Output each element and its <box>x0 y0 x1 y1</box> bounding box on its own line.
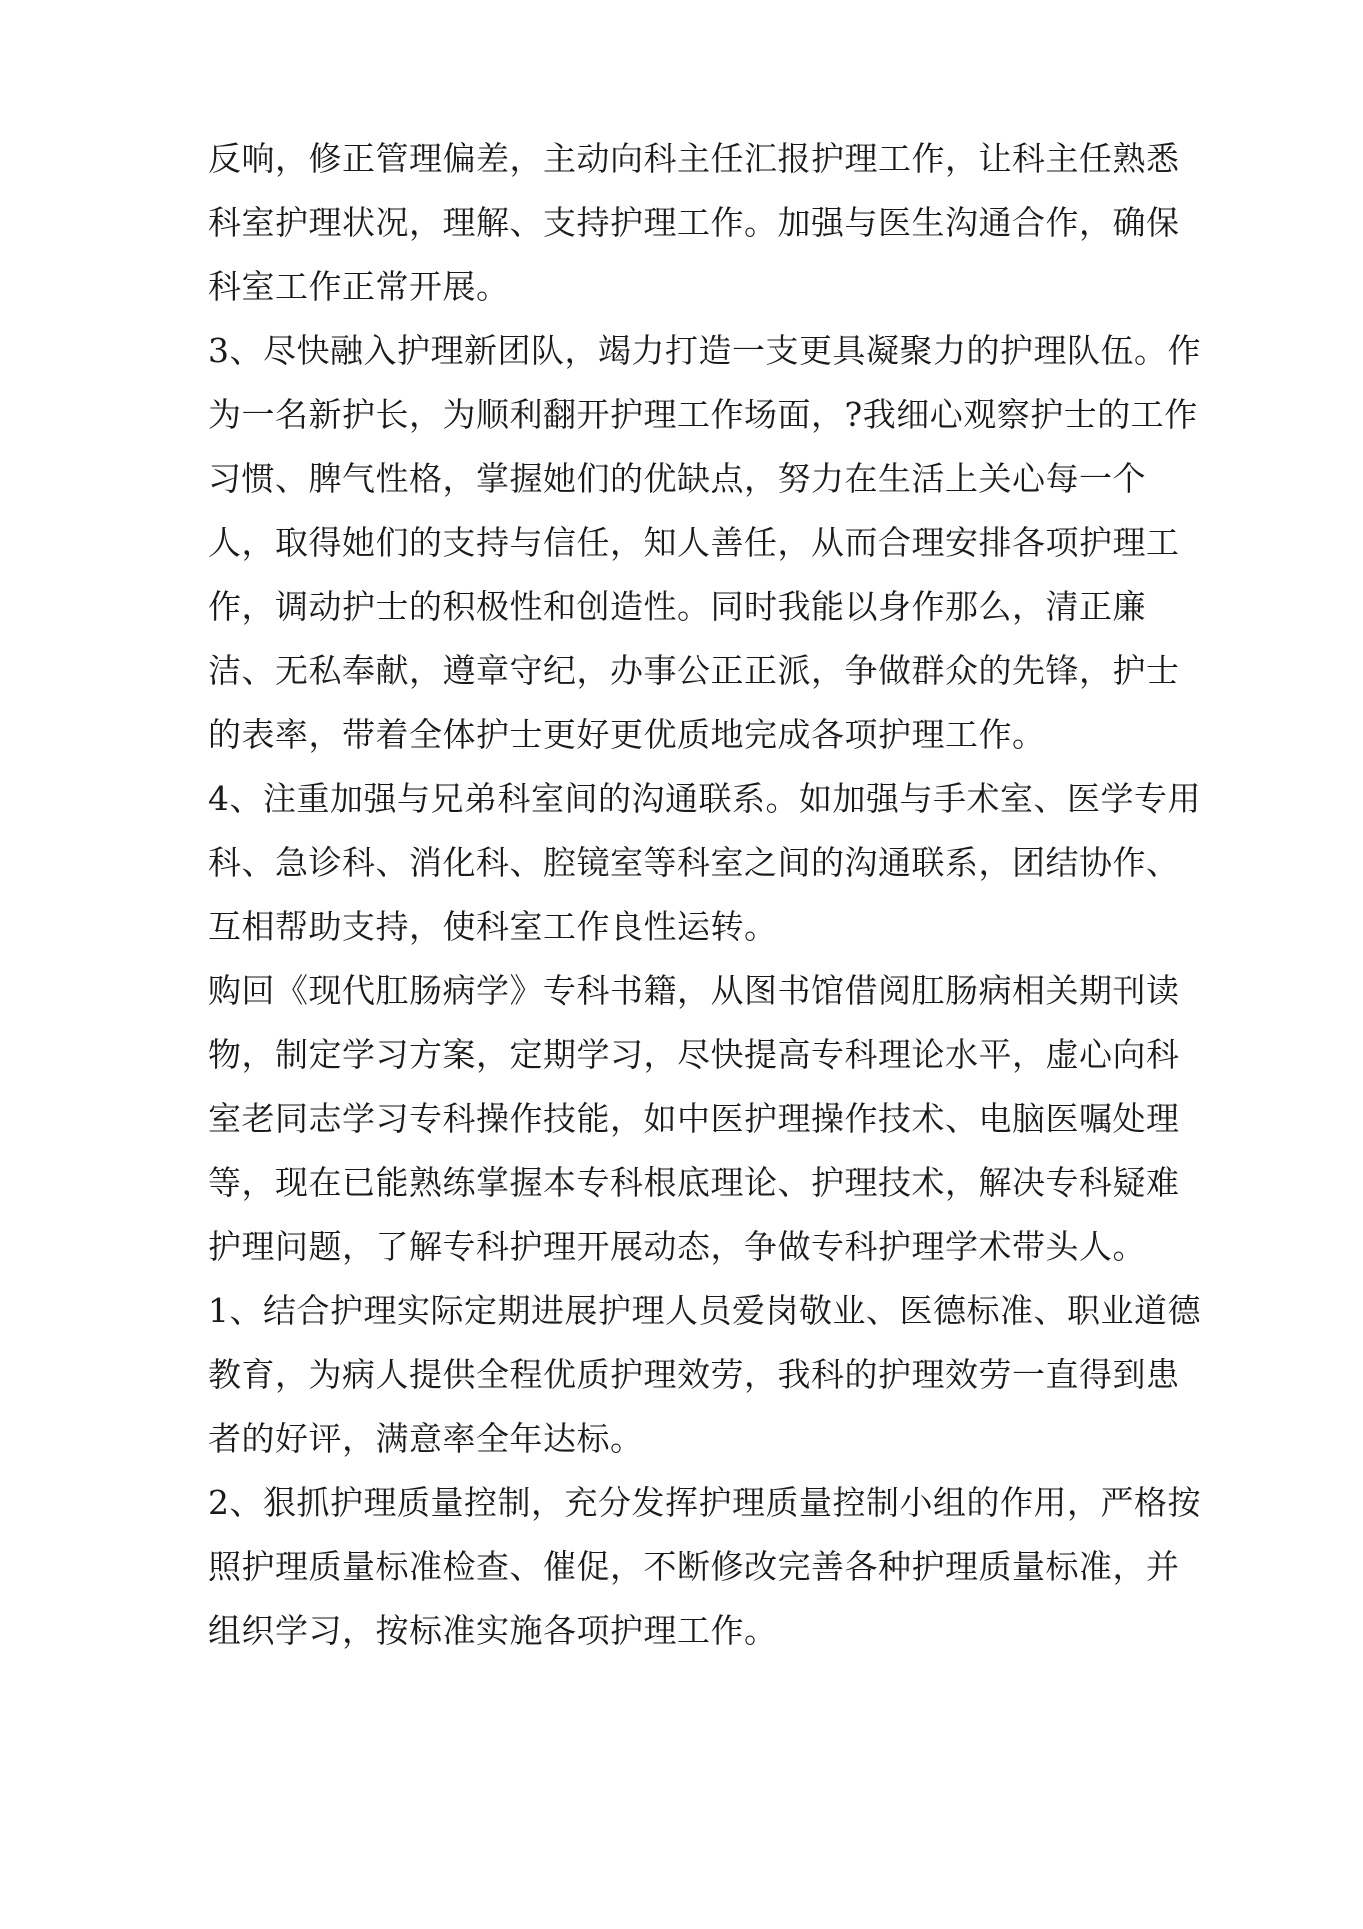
text-line: 4、注重加强与兄弟科室间的沟通联系。如加强与手术室、医学专用 <box>208 779 1201 818</box>
text-line: 互相帮助支持，使科室工作良性运转。 <box>208 907 778 946</box>
text-line: 2、狠抓护理质量控制，充分发挥护理质量控制小组的作用，严格按 <box>208 1483 1201 1522</box>
text-line: 3、尽快融入护理新团队，竭力打造一支更具凝聚力的护理队伍。作 <box>208 331 1201 370</box>
text-line: 等，现在已能熟练掌握本专科根底理论、护理技术，解决专科疑难 <box>208 1163 1180 1202</box>
text-line: 1、结合护理实际定期进展护理人员爱岗敬业、医德标准、职业道德 <box>208 1291 1201 1330</box>
text-line: 洁、无私奉献，遵章守纪，办事公正正派，争做群众的先锋，护士 <box>208 651 1180 690</box>
text-line: 物，制定学习方案，定期学习，尽快提高专科理论水平，虚心向科 <box>208 1035 1180 1074</box>
document-body <box>208 127 1201 1663</box>
text-line: 作，调动护士的积极性和创造性。同时我能以身作那么，清正廉 <box>208 587 1146 626</box>
text-line: 者的好评，满意率全年达标。 <box>208 1419 644 1458</box>
text-line: 组织学习，按标准实施各项护理工作。 <box>208 1611 778 1650</box>
text-line: 照护理质量标准检查、催促，不断修改完善各种护理质量标准，并 <box>208 1547 1180 1586</box>
text-line: 教育，为病人提供全程优质护理效劳，我科的护理效劳一直得到患 <box>208 1355 1180 1394</box>
text-line: 反响，修正管理偏差，主动向科主任汇报护理工作，让科主任熟悉 <box>208 139 1180 178</box>
text-line: 科室护理状况，理解、支持护理工作。加强与医生沟通合作，确保 <box>208 203 1180 242</box>
text-line: 的表率，带着全体护士更好更优质地完成各项护理工作。 <box>208 715 1046 754</box>
text-line: 为一名新护长，为顺利翻开护理工作场面，?我细心观察护士的工作 <box>208 395 1198 434</box>
text-line: 科室工作正常开展。 <box>208 267 510 306</box>
text-line: 护理问题，了解专科护理开展动态，争做专科护理学术带头人。 <box>208 1227 1146 1266</box>
text-line: 室老同志学习专科操作技能，如中医护理操作技术、电脑医嘱处理 <box>208 1099 1180 1138</box>
text-line: 习惯、脾气性格，掌握她们的优缺点，努力在生活上关心每一个 <box>208 459 1146 498</box>
text-line: 科、急诊科、消化科、腔镜室等科室之间的沟通联系，团结协作、 <box>208 843 1180 882</box>
text-line: 购回《现代肛肠病学》专科书籍，从图书馆借阅肛肠病相关期刊读 <box>208 971 1180 1010</box>
text-line: 人，取得她们的支持与信任，知人善任，从而合理安排各项护理工 <box>208 523 1180 562</box>
